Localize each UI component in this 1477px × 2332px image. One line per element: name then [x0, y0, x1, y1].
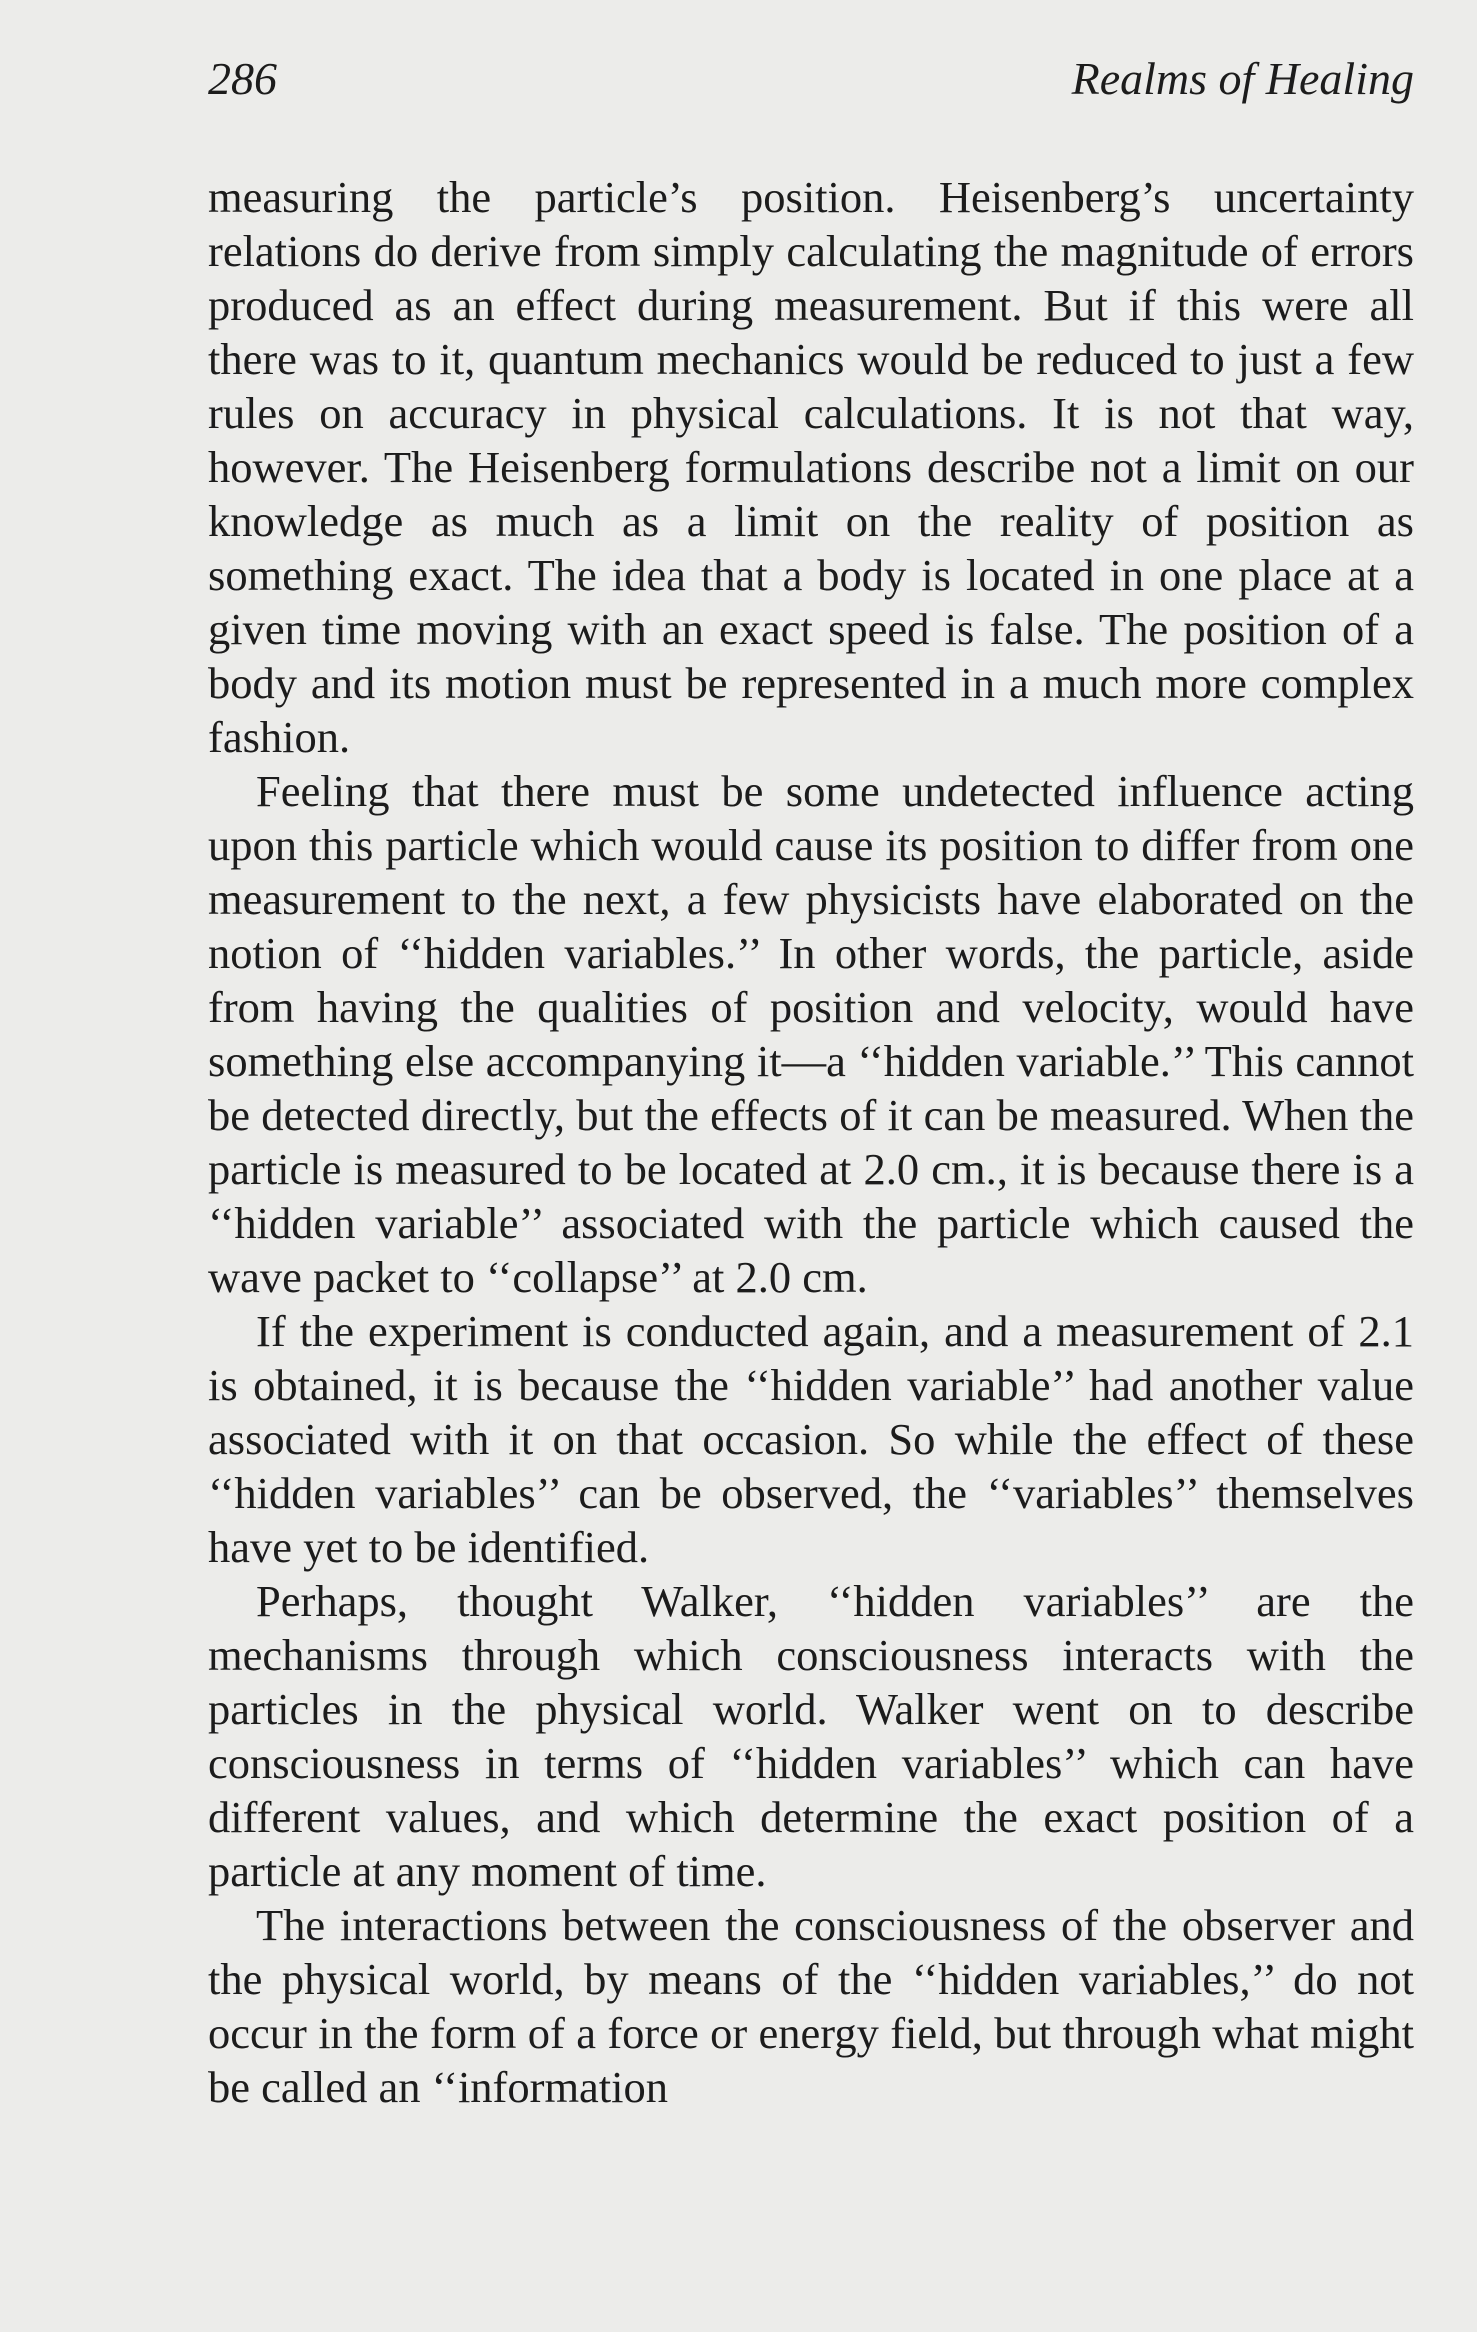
paragraph: Perhaps, thought Walker, ‘‘hidden variables’’ are the mechanisms through which consciousness interacts with the particles in the physical world. Walker went on to describe consciousness in terms of ‘‘hidden variables’’ which can have different values, and which determine the exact position of a particle at any moment of time. — [208, 1576, 1414, 1896]
running-title: Realms of Healing — [1071, 53, 1414, 104]
paragraph: If the experiment is conducted again, and a measurement of 2.1 is obtained, it is because the ‘‘hidden variable’’ had another value associated with it on that occasion. So while the effect of these ‘‘hidden variables’’ can be observed, the ‘‘variables’’ themselves have yet to be identified. — [208, 1306, 1414, 1572]
body-text — [208, 170, 1414, 2114]
page-number: 286 — [208, 53, 277, 104]
page-header — [208, 44, 1414, 114]
paragraph: measuring the particle’s position. Heisenberg’s uncertainty relations do derive from simply calculating the magnitude of errors produced as an effect during measurement. But if this were all there was to it, quantum mechanics would be reduced to just a few rules on accuracy in physical calculations. It is not that way, however. The Heisenberg formulations describe not a limit on our knowledge as much as a limit on the reality of position as something exact. The idea that a body is located in one place at a given time moving with an exact speed is false. The position of a body and its motion must be represented in a much more complex fashion. — [208, 172, 1414, 762]
paragraph: The interactions between the consciousness of the observer and the physical world, by means of the ‘‘hidden variables,’’ do not occur in the form of a force or energy field, but through what might be called an ‘‘information — [208, 1900, 1414, 2112]
paragraph: Feeling that there must be some undetected influence acting upon this particle which would cause its position to differ from one measurement to the next, a few physicists have elaborated on the notion of ‘‘hidden variables.’’ In other words, the particle, aside from having the qualities of position and velocity, would have something else accompanying it—a ‘‘hidden variable.’’ This cannot be detected directly, but the effects of it can be measured. When the particle is measured to be located at 2.0 cm., it is because there is a ‘‘hidden variable’’ associated with the particle which caused the wave packet to ‘‘collapse’’ at 2.0 cm. — [208, 766, 1414, 1302]
